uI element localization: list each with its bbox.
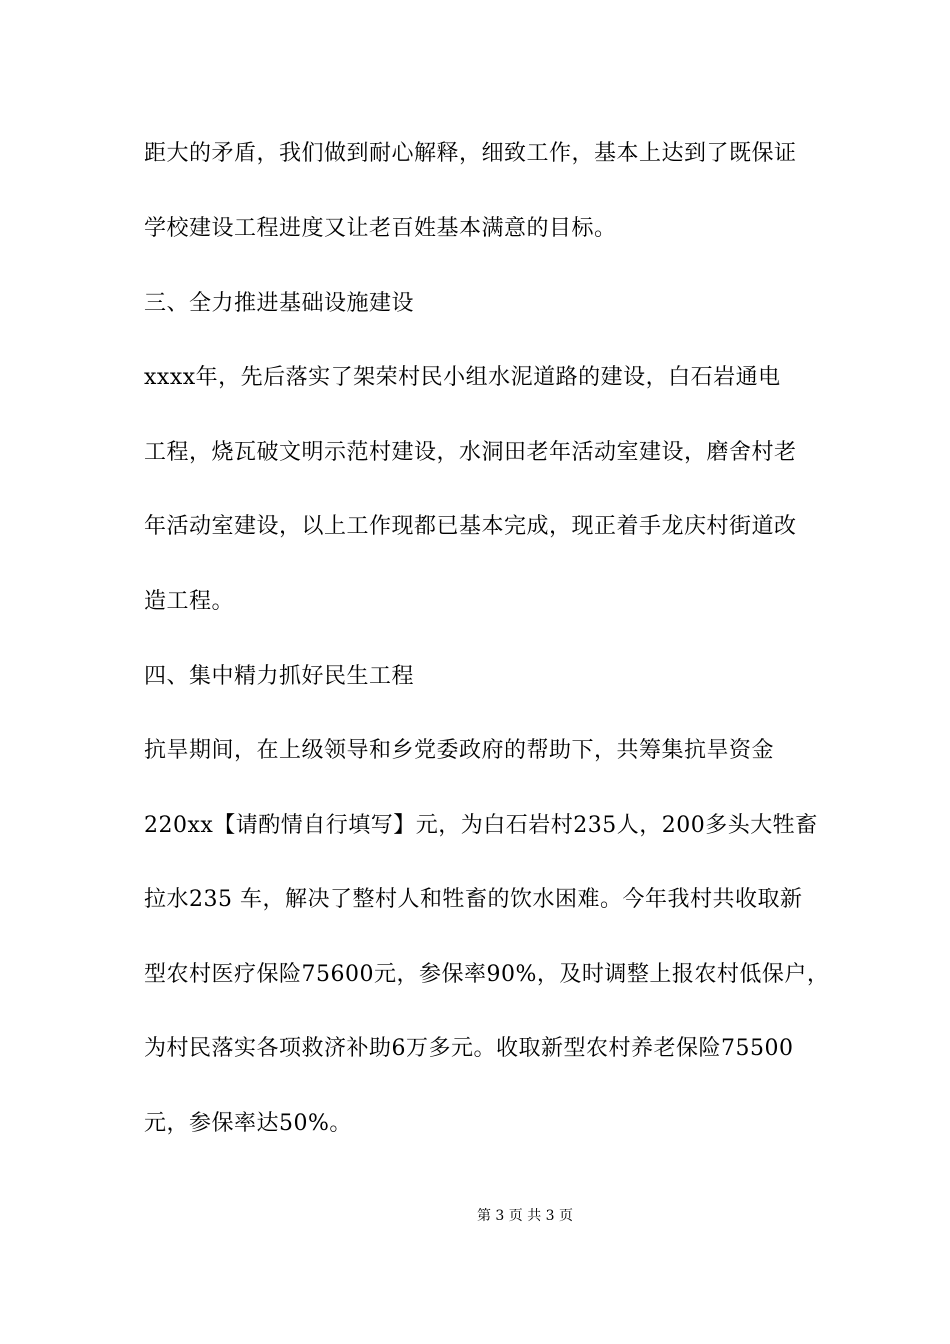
body-text-line: 型农村医疗保险75600元，参保率90%，及时调整上报农村低保户， (144, 962, 830, 987)
body-text-line: 拉水235 车，解决了整村人和牲畜的饮水困难。今年我村共收取新 (144, 887, 803, 912)
body-text-line: 年活动室建设，以上工作现都已基本完成，现正着手龙庆村街道改 (144, 514, 797, 539)
section-heading-livelihood: 四、集中精力抓好民生工程 (144, 664, 415, 689)
section-heading-infrastructure: 三、全力推进基础设施建设 (144, 291, 415, 316)
body-text-line: 造工程。 (144, 589, 235, 614)
body-text-line: 220xx【请酌情自行填写】元，为白石岩村235人，200多头大牲畜 (144, 813, 818, 838)
body-text-line: xxxx年，先后落实了架荣村民小组水泥道路的建设，白石岩通电 (144, 365, 781, 390)
body-text-line: 元，参保率达50%。 (144, 1111, 352, 1136)
page-footer (0, 1206, 950, 1226)
page-number: 第 3 页 共 3 页 (476, 1208, 574, 1224)
body-text-line: 学校建设工程进度又让老百姓基本满意的目标。 (144, 216, 617, 241)
body-text-line: 距大的矛盾，我们做到耐心解释，细致工作，基本上达到了既保证 (144, 141, 797, 166)
body-text-line: 工程，烧瓦破文明示范村建设，水洞田老年活动室建设，磨舍村老 (144, 440, 797, 465)
body-text-line: 抗旱期间，在上级领导和乡党委政府的帮助下，共筹集抗旱资金 (144, 738, 775, 763)
body-text-line: 为村民落实各项救济补助6万多元。收取新型农村养老保险75500 (144, 1036, 794, 1061)
